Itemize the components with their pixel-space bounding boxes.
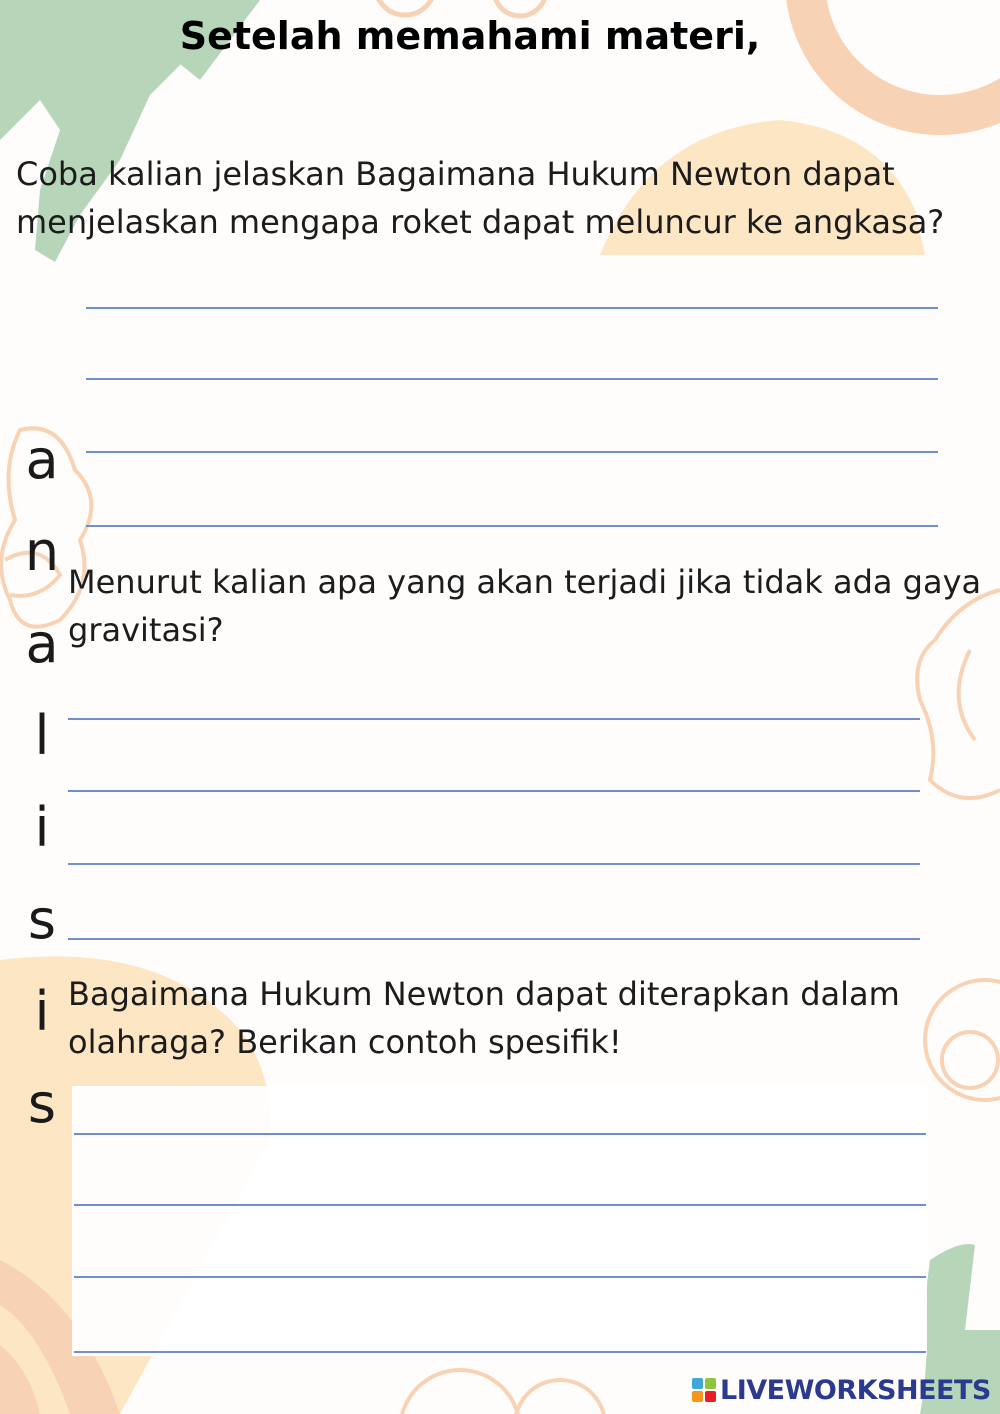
leaf-outline [959,650,975,740]
answer-line[interactable] [74,1133,926,1135]
answer-line[interactable] [74,1351,926,1353]
question-3: Bagaimana Hukum Newton dapat diterapkan dalam olahraga? Berikan contoh spesifik! [68,975,900,1061]
page-title: Setelah memahami materi, [179,14,761,58]
answer-line[interactable] [74,1204,926,1206]
liveworksheets-logo-icon [692,1378,716,1402]
side-letter: s [27,888,57,951]
side-letter: i [34,980,50,1043]
vertical-side-word [16,420,68,1156]
answer-line[interactable] [74,1276,926,1278]
peach-swirl [942,1032,998,1088]
side-letter: l [34,704,50,767]
answer-line[interactable] [68,790,920,792]
side-letter: i [34,796,50,859]
question-2: Menurut kalian apa yang akan terjadi jika tidak ada gaya gravitasi? [68,563,982,649]
liveworksheets-brand[interactable] [692,1372,991,1408]
answer-line[interactable] [86,451,938,453]
answer-area-background [72,1086,927,1356]
answer-line[interactable] [68,938,920,940]
peach-ring [375,0,435,15]
answer-line[interactable] [68,718,920,720]
peach-swirl [400,1370,520,1414]
side-letter: a [25,428,59,491]
answer-line[interactable] [86,525,938,527]
side-letter: s [27,1072,57,1135]
peach-swirl [515,1380,605,1414]
answer-line[interactable] [86,378,938,380]
brand-name: LIVEWORKSHEETS [720,1374,991,1406]
side-letter: n [24,520,60,583]
answer-line[interactable] [86,307,938,309]
answer-line[interactable] [68,863,920,865]
question-1: Coba kalian jelaskan Bagaimana Hukum Newton dapat menjelaskan mengapa roket dapat meluncur ke angkasa? [16,155,945,241]
side-letter: a [25,612,59,675]
